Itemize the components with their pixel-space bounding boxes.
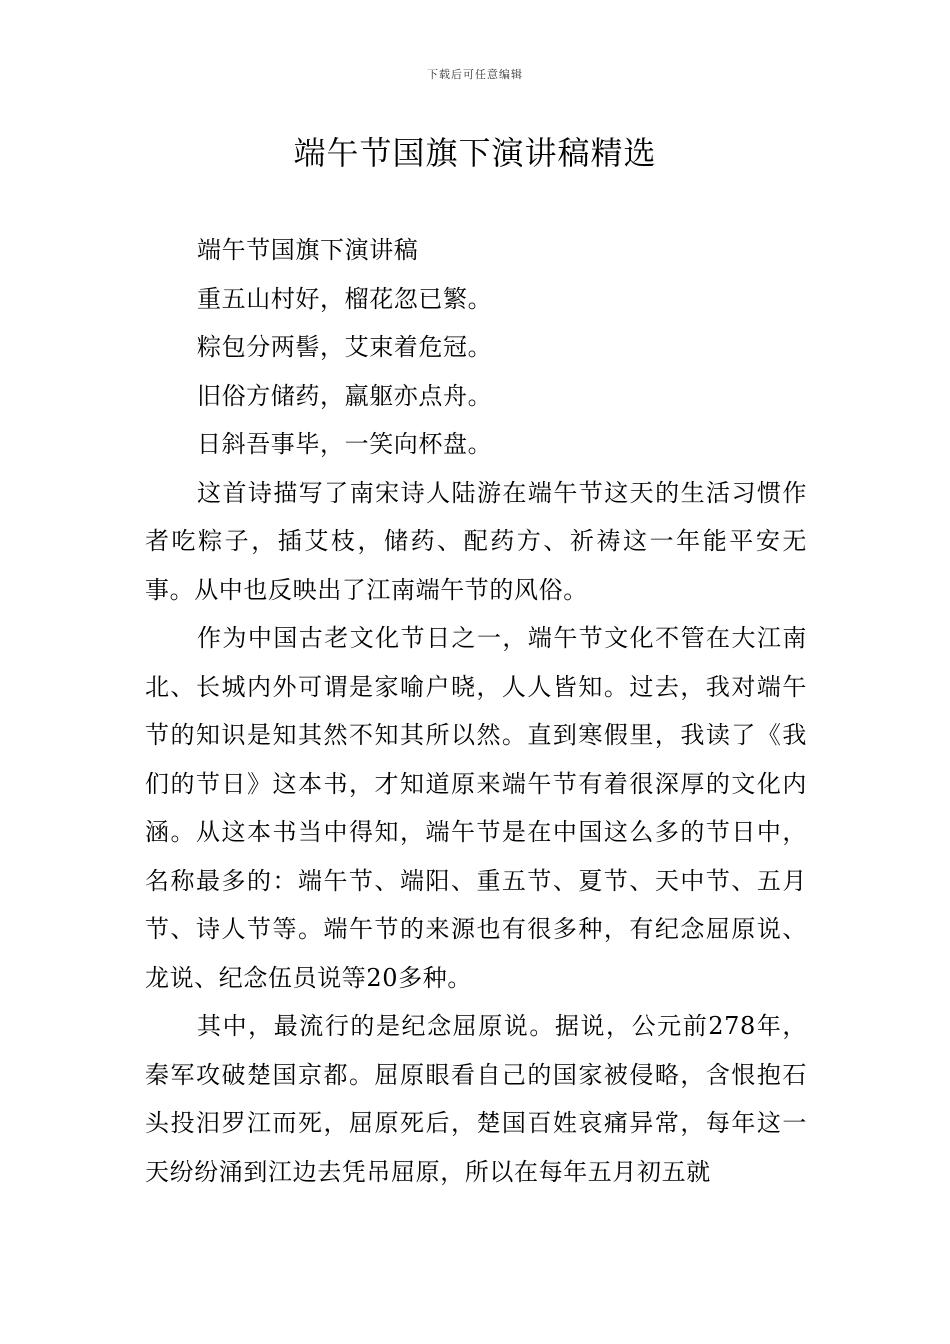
paragraph-subtitle: 端午节国旗下演讲稿 bbox=[197, 236, 419, 264]
document-body bbox=[145, 226, 807, 1196]
document-title: 端午节国旗下演讲稿精选 bbox=[293, 134, 657, 172]
paragraph-festival-culture: 作为中国古老文化节日之一，端午节文化不管在大江南北、长城内外可谓是家喻户晓，人人皆知。过去，我对端午节的知识是知其然不知其所以然。直到寒假里，我读了《我们的节日》这本书，才知道原来端午节有着很深厚的文化内涵。从这本书当中得知，端午节是在中国这么多的节日中，名称最多的：端午节、端阳、重五节、夏节、天中节、五月节、诗人节等。端午节的来源也有很多种，有纪念屈原说、龙说、纪念伍员说等20多种。 bbox=[145, 624, 807, 992]
poem-line-1: 重五山村好，榴花忽已繁。 bbox=[197, 284, 493, 313]
poem-line-3: 旧俗方储药，羸躯亦点舟。 bbox=[197, 381, 493, 410]
poem-line-4: 日斜吾事毕，一笑向杯盘。 bbox=[197, 430, 493, 458]
paragraph-poem-explanation: 这首诗描写了南宋诗人陆游在端午节这天的生活习惯作者吃粽子，插艾枝，储药、配药方、祈祷这一年能平安无事。从中也反映出了江南端午节的风俗。 bbox=[145, 478, 807, 604]
paragraph-qu-yuan-origin: 其中，最流行的是纪念屈原说。据说，公元前278年，秦军攻破楚国京都。屈原眼看自己的国家被侵略，含恨抱石头投汨罗江而死，屈原死后，楚国百姓哀痛异常，每年这一天纷纷涌到江边去凭吊屈原，所以在每年五月初五就 bbox=[145, 1012, 807, 1186]
poem-line-2: 粽包分两髻，艾束着危冠。 bbox=[197, 333, 493, 361]
page-header-note: 下载后可任意编辑 bbox=[427, 68, 523, 81]
